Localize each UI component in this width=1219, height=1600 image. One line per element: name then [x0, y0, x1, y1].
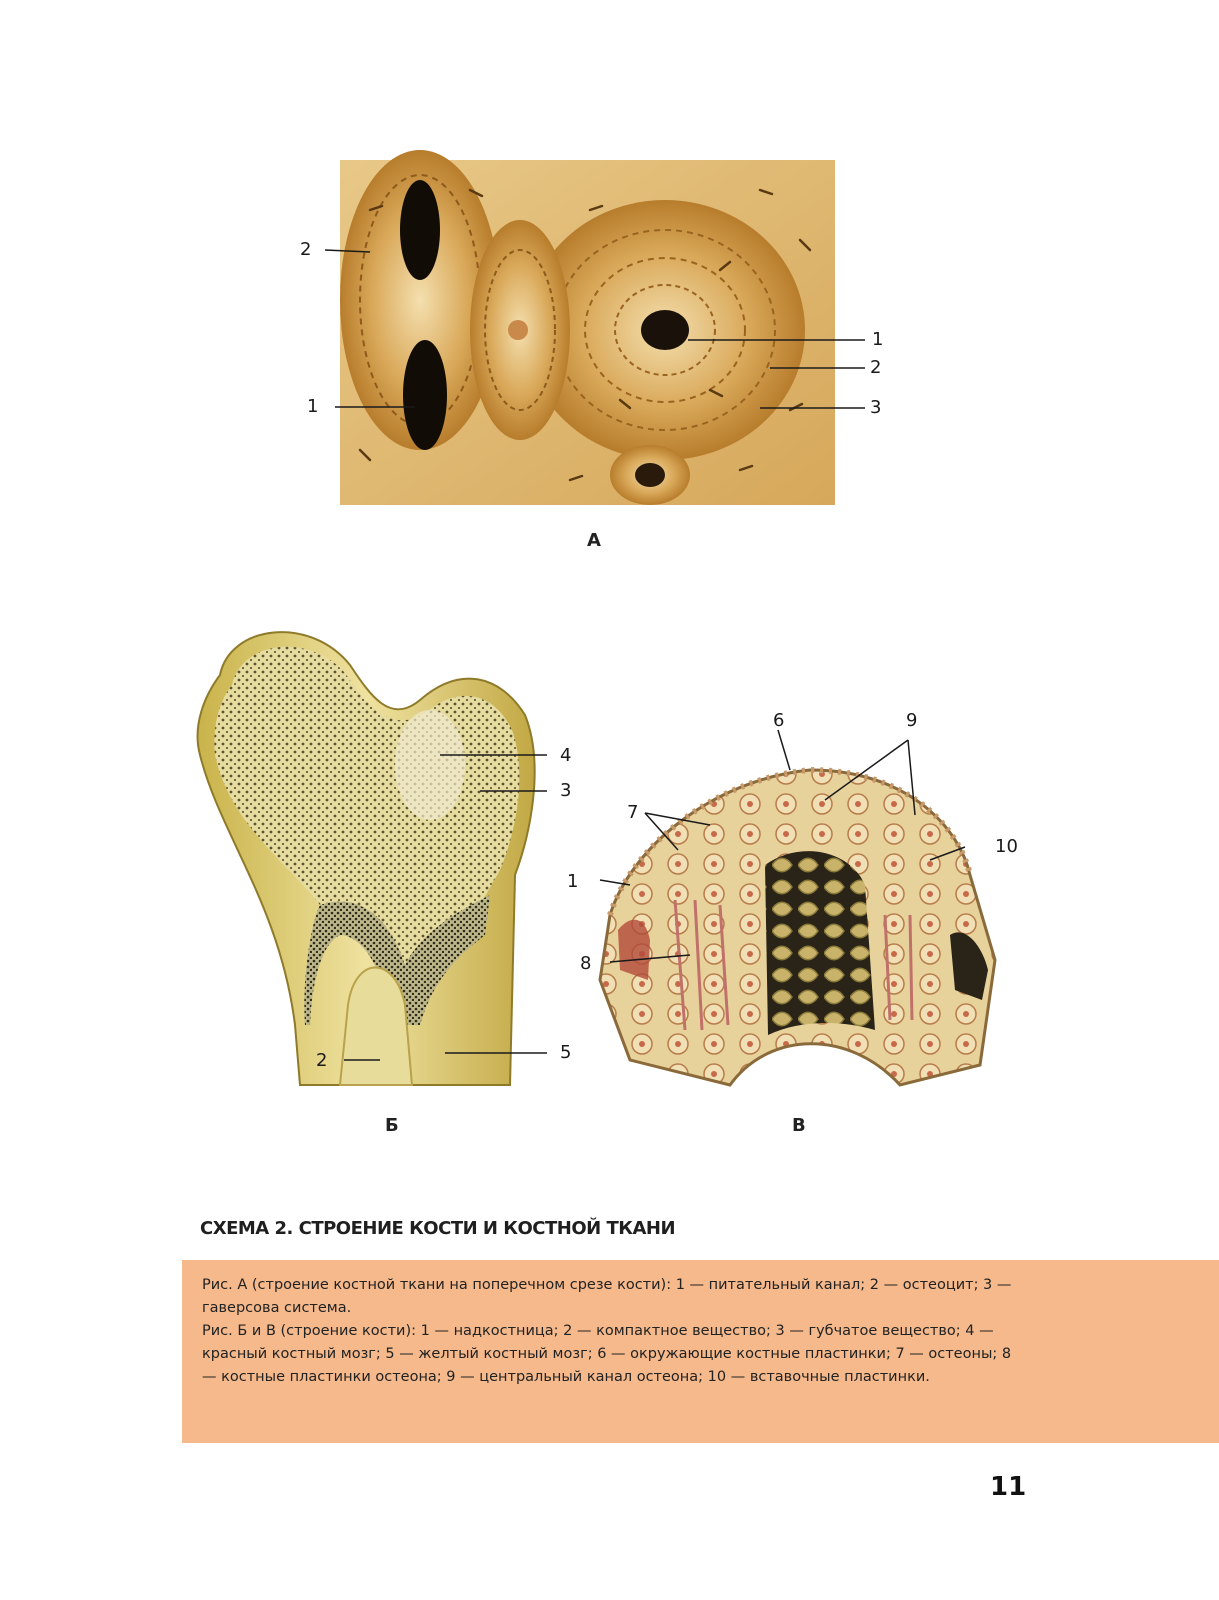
- figure-a-label-canal-right: 1: [872, 329, 884, 350]
- figure-c-label-interstitial: 10: [995, 836, 1018, 857]
- bone-tissue-cross-section: [290, 150, 910, 520]
- figure-c-label-osteons: 7: [627, 802, 639, 823]
- bone-wall-block: [590, 700, 1030, 1100]
- figure-a-label-haversian: 3: [870, 397, 882, 418]
- osteon-bottom: [610, 445, 690, 505]
- figure-b-letter: Б: [385, 1115, 399, 1136]
- figure-a-label-osteocyte-left: 2: [300, 239, 312, 260]
- figure-b-label-compact: 2: [316, 1050, 328, 1071]
- figure-c-label-circumferential: 6: [773, 710, 785, 731]
- figure-a-label-canal-left: 1: [307, 396, 319, 417]
- figure-b-label-spongy: 3: [560, 780, 572, 801]
- figure-b-label-red-marrow: 4: [560, 745, 572, 766]
- page-number: 11: [990, 1472, 1027, 1502]
- osteon-middle: [470, 220, 570, 440]
- caption-title: СХЕМА 2. СТРОЕНИЕ КОСТИ И КОСТНОЙ ТКАНИ: [200, 1218, 676, 1239]
- figure-b-label-yellow-marrow: 5: [560, 1042, 572, 1063]
- figure-c-label-osteon-lamellae: 8: [580, 953, 592, 974]
- figure-a-letter: А: [587, 530, 601, 551]
- femur-section: [180, 605, 580, 1105]
- figure-c-letter: В: [792, 1115, 806, 1136]
- spongy-cavity: [765, 851, 875, 1035]
- caption-box: [182, 1260, 1219, 1443]
- figure-c-label-periosteum: 1: [567, 871, 579, 892]
- caption-paragraph-bv: Рис. Б и В (строение кости): 1 — надкостница; 2 — компактное вещество; 3 — губчатое вещество; 4 — красный костный мозг; 5 — желтый костный мозг; 6 — окружающие костные пластинки; 7 — остеоны; 8 — костные пластинки остеона; 9 — центральный канал остеона; 10 — вставочные пластинки.: [202, 1323, 1012, 1385]
- caption-paragraph-a: Рис. А (строение костной ткани на поперечном срезе кости): 1 — питательный канал; 2 — остеоцит; 3 — гаверсова система.: [202, 1277, 1012, 1316]
- figure-a-label-osteocyte-right: 2: [870, 357, 882, 378]
- figure-c-label-central-canal: 9: [906, 710, 918, 731]
